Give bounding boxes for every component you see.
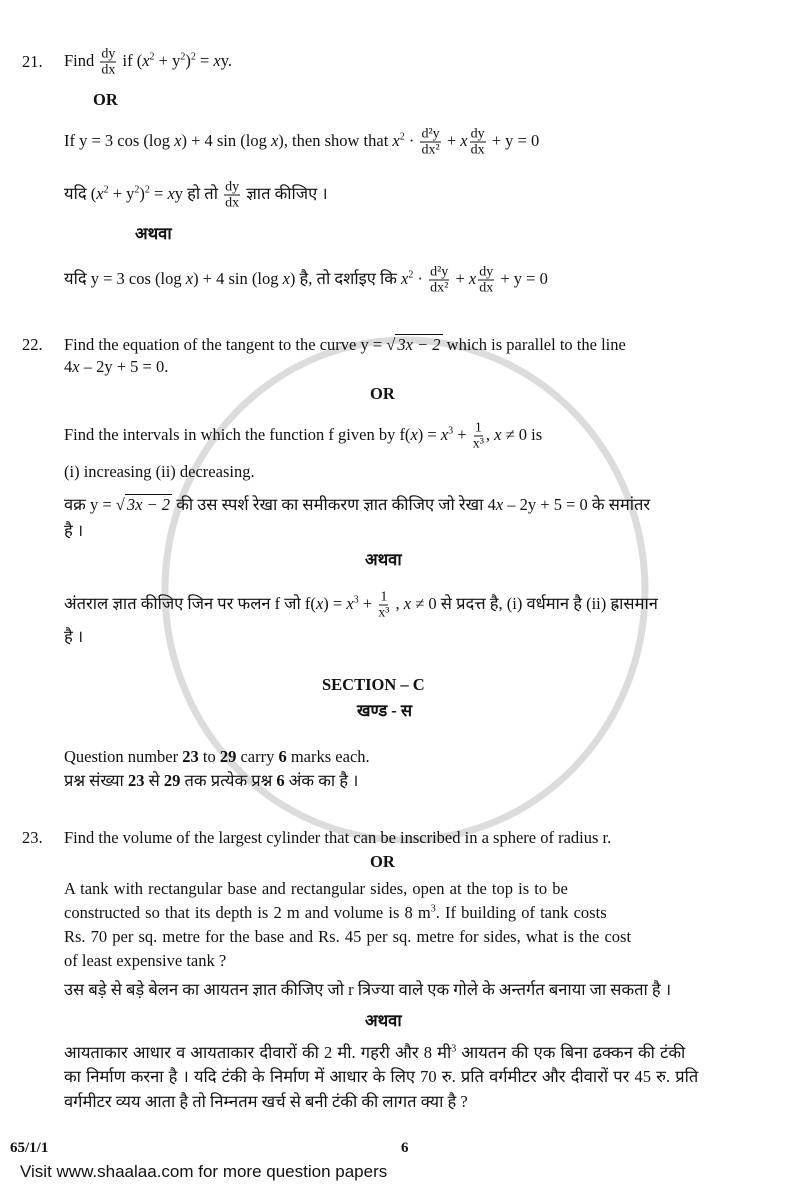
text-segment: + xyxy=(451,268,469,288)
fraction xyxy=(478,265,494,296)
superscript: 3 xyxy=(430,903,436,915)
fraction-denominator: dx² xyxy=(430,280,449,296)
fraction-numerator: d²y xyxy=(421,126,440,142)
text-segment: की उस स्पर्श रेखा का समीकरण ज्ञात कीजिए जो रेखा 4 xyxy=(172,495,496,514)
text-segment: + y = 0 xyxy=(487,130,540,150)
text-segment: · xyxy=(413,268,428,288)
fraction-numerator: dy xyxy=(470,126,485,142)
text-line xyxy=(365,550,402,570)
text-segment: Find the volume of the largest cylinder that can be inscribed in a sphere of radius r. xyxy=(64,828,612,847)
text-line xyxy=(64,980,671,1000)
math-variable: x xyxy=(72,357,80,376)
square-root xyxy=(116,495,172,515)
text-line xyxy=(64,521,83,541)
superscript: 2 xyxy=(149,51,155,63)
math-variable: x xyxy=(468,268,477,288)
bold-text: अथवा xyxy=(365,550,402,569)
text-segment: अंतराल ज्ञात कीजिए जिन पर फलन f जो f( xyxy=(64,593,316,613)
text-segment: A tank with rectangular base and rectangular sides, open at the top is to be xyxy=(64,879,568,898)
text-segment: y हो तो xyxy=(174,183,223,203)
fraction xyxy=(100,47,116,78)
text-line xyxy=(64,462,255,482)
text-segment: ) xyxy=(185,50,191,70)
text-line xyxy=(64,951,226,971)
math-variable: x xyxy=(167,183,175,203)
text-line xyxy=(64,127,539,158)
text-line xyxy=(370,384,395,404)
bold-text: SECTION – C xyxy=(322,675,425,694)
text-line xyxy=(64,47,232,78)
text-segment: का निर्माण करना है । यदि टंकी के निर्माण में आधार के लिए 70 रु. प्रति वर्गमीटर और दीवारों पर 45 रु. प्रति xyxy=(64,1067,699,1086)
bold-text: 23 xyxy=(127,771,145,790)
text-segment: अंक का है । xyxy=(284,771,359,790)
fraction-numerator: dy xyxy=(225,179,240,195)
superscript: 2 xyxy=(408,269,414,281)
text-line xyxy=(64,357,168,377)
superscript: 2 xyxy=(180,51,186,63)
text-segment: marks each. xyxy=(286,747,370,766)
text-line xyxy=(64,495,650,515)
text-segment: ), then show that xyxy=(278,130,393,150)
text-line xyxy=(135,224,172,244)
text-segment: If y = 3 cos (log xyxy=(64,130,175,150)
math-variable: x xyxy=(282,268,290,288)
text-line xyxy=(64,180,328,211)
fraction-denominator: x³ xyxy=(472,436,484,452)
text-segment: Question number xyxy=(64,747,183,766)
math-variable: x xyxy=(392,130,400,150)
bold-text: OR xyxy=(370,852,395,871)
math-variable: x xyxy=(401,268,409,288)
text-line xyxy=(64,747,370,767)
text-segment: ) है, तो दर्शाइए कि xyxy=(289,268,402,288)
radicand: 3x − 2 xyxy=(397,335,441,354)
text-segment: आयतन की एक बिना ढक्कन की टंकी xyxy=(456,1043,686,1062)
text-line xyxy=(64,1092,468,1112)
text-line xyxy=(64,1067,698,1087)
text-segment: + xyxy=(442,130,461,150)
text-segment: यदि ( xyxy=(64,183,97,203)
text-line xyxy=(322,675,425,695)
text-segment: to xyxy=(198,747,220,766)
math-variable: x xyxy=(270,130,279,150)
text-segment: प्रश्न संख्या xyxy=(64,771,128,790)
superscript: 2 xyxy=(144,184,150,196)
text-segment: ≠ 0 से प्रदत्त है, (i) वर्धमान है (ii) ह्रासमान xyxy=(411,593,658,613)
text-segment: 4 xyxy=(64,357,73,376)
paper-code: 65/1/1 xyxy=(10,1140,49,1156)
bold-text: 23 xyxy=(182,747,199,766)
radical-sign-icon: √ xyxy=(386,335,396,354)
math-variable: x xyxy=(494,424,502,444)
fraction-denominator: dx xyxy=(470,142,485,158)
radical-sign-icon: √ xyxy=(115,495,125,514)
text-segment: constructed so that its depth is 2 m and volume is 8 m xyxy=(64,903,431,922)
text-segment: + y xyxy=(108,183,135,203)
text-segment: + xyxy=(358,593,377,613)
superscript: 3 xyxy=(353,594,359,606)
radicand: 3x − 2 xyxy=(126,495,171,514)
bold-text: 6 xyxy=(276,771,285,790)
text-segment: – 2y + 5 = 0. xyxy=(79,357,169,376)
fraction-denominator: dx xyxy=(101,62,116,78)
text-segment: है । xyxy=(64,521,84,540)
text-segment: of least expensive tank ? xyxy=(64,951,227,970)
text-segment: ) = xyxy=(323,593,347,613)
question-number: 21. xyxy=(22,52,43,71)
square-root xyxy=(386,335,442,355)
text-segment: . If building of tank costs xyxy=(435,903,607,922)
fraction-denominator: dx xyxy=(225,195,240,211)
math-variable: x xyxy=(403,593,412,613)
text-segment: आयताकार आधार व आयताकार दीवारों की 2 मी. गहरी और 8 मी xyxy=(64,1043,452,1062)
superscript: 2 xyxy=(190,51,196,63)
text-segment: · xyxy=(404,130,419,150)
text-segment: , xyxy=(485,424,495,444)
text-segment: carry xyxy=(236,747,279,766)
visit-link[interactable]: Visit www.shaalaa.com for more question papers xyxy=(20,1162,388,1181)
fraction-numerator: dy xyxy=(479,264,494,280)
text-segment: से xyxy=(144,771,164,790)
text-segment: if ( xyxy=(118,50,143,70)
math-variable: x xyxy=(142,50,150,70)
text-segment: y. xyxy=(220,50,233,70)
superscript: 3 xyxy=(451,1043,457,1055)
question-number: 22. xyxy=(22,335,43,354)
text-line xyxy=(64,903,607,923)
question-number: 23. xyxy=(22,828,43,847)
math-variable: x xyxy=(213,50,221,70)
bold-text: अथवा xyxy=(365,1011,402,1030)
fraction-denominator: x³ xyxy=(378,605,390,621)
text-segment: + xyxy=(453,424,471,444)
text-line xyxy=(64,828,611,848)
page-number: 6 xyxy=(401,1140,409,1156)
text-segment: वक्र y = xyxy=(64,495,116,514)
superscript: 2 xyxy=(103,184,109,196)
text-line xyxy=(93,90,118,110)
text-line xyxy=(64,265,548,296)
superscript: 2 xyxy=(399,131,405,143)
fraction xyxy=(470,127,486,158)
text-line xyxy=(370,852,395,872)
text-segment: ज्ञात कीजिए । xyxy=(242,183,328,203)
superscript: 2 xyxy=(134,184,140,196)
fraction-numerator: 1 xyxy=(380,589,388,605)
text-segment: यदि y = 3 cos (log xyxy=(64,268,186,288)
fraction xyxy=(378,590,389,621)
text-line xyxy=(64,421,542,452)
text-segment: Rs. 70 per sq. metre for the base and Rs. 45 per sq. metre for sides, what is the cost xyxy=(64,927,632,946)
text-segment: ) = xyxy=(417,424,441,444)
text-line xyxy=(365,1011,402,1031)
text-segment: + y xyxy=(154,50,181,70)
text-line xyxy=(64,335,626,355)
text-segment: – 2y + 5 = 0 के समांतर xyxy=(503,495,651,514)
bold-text: 29 xyxy=(219,747,237,766)
text-line xyxy=(357,701,412,721)
text-line xyxy=(64,879,568,899)
text-line xyxy=(64,927,631,947)
math-variable: x xyxy=(96,183,104,203)
bold-text: OR xyxy=(93,90,118,109)
fraction xyxy=(429,265,449,296)
fraction-numerator: d²y xyxy=(430,264,449,280)
text-segment: वर्गमीटर व्यय आता है तो निम्नतम खर्च से बनी टंकी की लागत क्या है ? xyxy=(64,1092,468,1111)
text-line xyxy=(64,771,358,791)
text-segment: Find xyxy=(64,50,99,70)
text-segment: = xyxy=(195,50,214,70)
fraction xyxy=(224,180,240,211)
text-segment: है । xyxy=(64,627,84,646)
bold-text: खण्ड - स xyxy=(357,701,413,720)
text-segment: + y = 0 xyxy=(496,268,548,288)
text-segment: which is parallel to the line xyxy=(442,335,626,354)
text-segment: Find the equation of the tangent to the curve y = xyxy=(64,335,387,354)
bold-text: OR xyxy=(370,384,395,403)
math-variable: x xyxy=(460,130,468,150)
text-line xyxy=(64,1043,685,1063)
math-variable: x xyxy=(440,424,449,444)
fraction xyxy=(420,127,440,158)
text-segment: = xyxy=(149,183,168,203)
text-segment: ) + 4 sin (log xyxy=(181,130,271,150)
math-variable: x xyxy=(315,593,324,613)
text-segment: , xyxy=(391,593,404,613)
math-variable: x xyxy=(185,268,194,288)
bold-text: 6 xyxy=(278,747,287,766)
text-line xyxy=(64,627,83,647)
text-segment: (i) increasing (ii) decreasing. xyxy=(64,462,255,481)
text-segment: Find the intervals in which the function f given by f( xyxy=(64,424,411,444)
math-variable: x xyxy=(346,593,354,613)
fraction-denominator: dx xyxy=(479,280,494,296)
bold-text: अथवा xyxy=(135,224,172,243)
text-line xyxy=(64,590,658,621)
math-variable: x xyxy=(174,130,182,150)
text-segment: ) + 4 sin (log xyxy=(193,268,283,288)
fraction xyxy=(473,421,484,452)
fraction-numerator: 1 xyxy=(474,420,482,436)
text-segment: तक प्रत्येक प्रश्न xyxy=(180,771,277,790)
bold-text: 29 xyxy=(163,771,181,790)
fraction-numerator: dy xyxy=(101,46,116,62)
text-segment: ≠ 0 is xyxy=(501,424,543,444)
text-segment: ) xyxy=(139,183,145,203)
superscript: 3 xyxy=(448,425,454,437)
fraction-denominator: dx² xyxy=(421,142,440,158)
math-variable: x xyxy=(495,495,504,514)
text-segment: उस बड़े से बड़े बेलन का आयतन ज्ञात कीजिए जो r त्रिज्या वाले एक गोले के अन्तर्गत बनाया जा सकता है । xyxy=(64,980,672,999)
math-variable: x xyxy=(410,424,418,444)
